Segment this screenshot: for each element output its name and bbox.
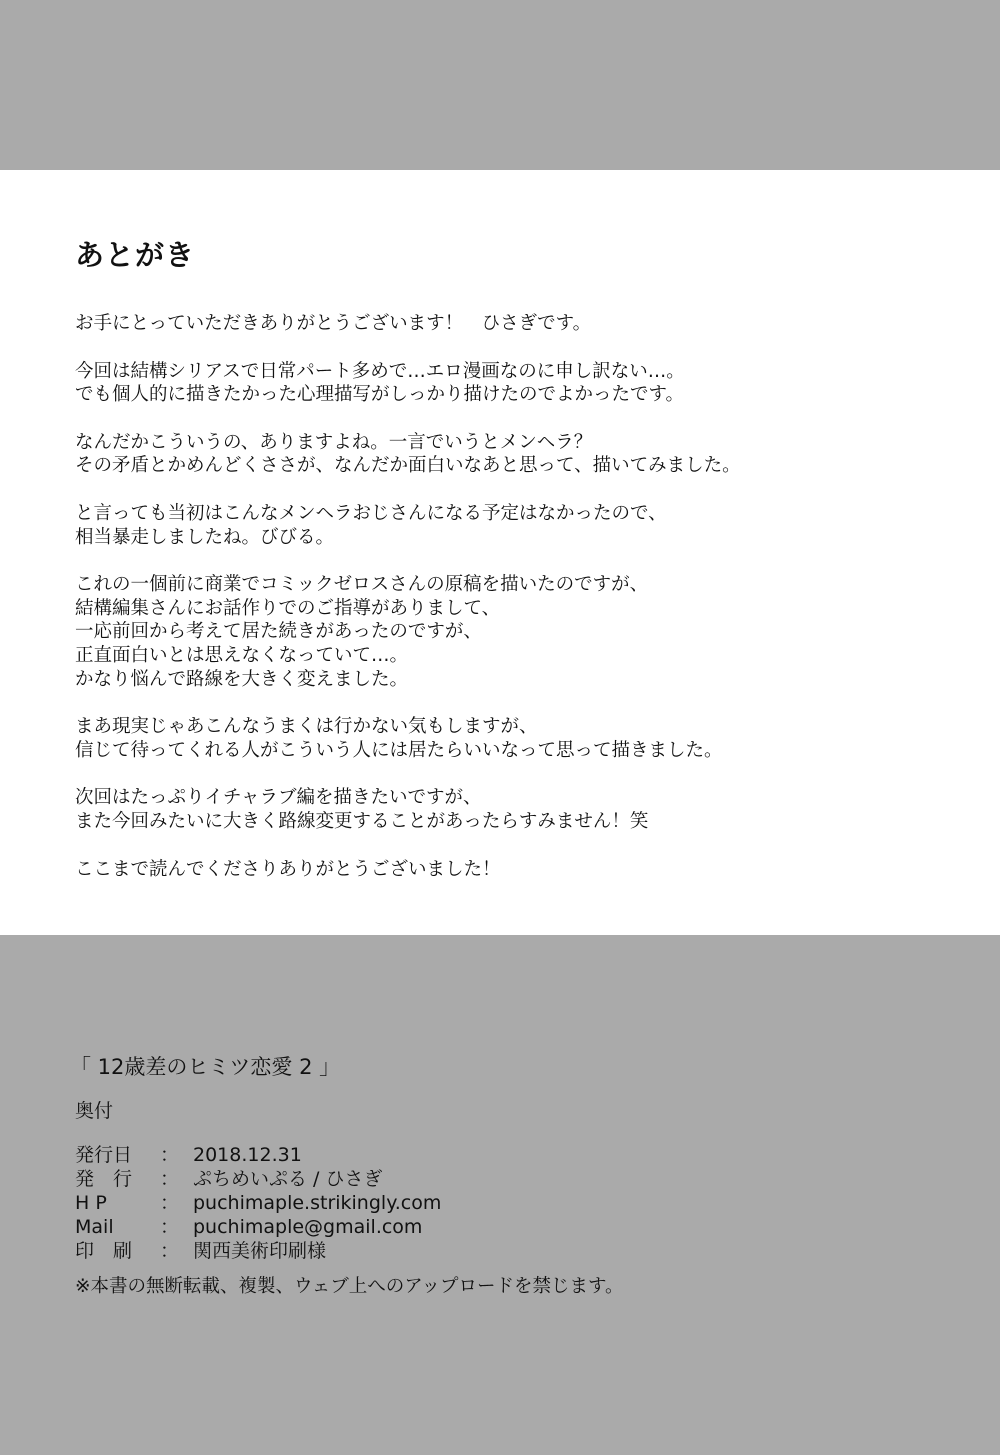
afterword-line: 今回は結構シリアスで日常パート多めで…エロ漫画なのに申し訳ない…。 bbox=[75, 360, 685, 382]
afterword-line: なんだかこういうの、ありますよね。一言でいうとメンヘラ？ bbox=[75, 431, 593, 453]
colophon-row-publisher bbox=[75, 1167, 441, 1191]
afterword-line: 相当暴走しましたね。びびる。 bbox=[75, 526, 335, 548]
afterword-line: かなり悩んで路線を大きく変えました。 bbox=[75, 668, 409, 690]
afterword-line: 正直面白いとは思えなくなっていて…。 bbox=[75, 644, 409, 666]
afterword-heading: あとがき bbox=[75, 238, 196, 272]
colophon-row-mail bbox=[75, 1215, 441, 1239]
afterword-paragraph bbox=[75, 858, 955, 882]
colophon-value: 関西美術印刷様 bbox=[193, 1240, 327, 1262]
afterword-body bbox=[75, 312, 955, 905]
top-gray-band bbox=[0, 0, 1000, 170]
colophon-separator: ： bbox=[160, 1144, 180, 1166]
afterword-paragraph bbox=[75, 431, 955, 478]
colophon-label: Mail bbox=[75, 1216, 114, 1238]
afterword-line: でも個人的に描きたかった心理描写がしっかり描けたのでよかったです。 bbox=[75, 384, 685, 406]
colophon-row-printer bbox=[75, 1239, 441, 1263]
colophon-label: 発 行 bbox=[75, 1168, 133, 1190]
afterword-paragraph bbox=[75, 360, 955, 407]
afterword-line: 一応前回から考えて居た続きがあったのですが、 bbox=[75, 621, 482, 643]
afterword-line: と言っても当初はこんなメンヘラおじさんになる予定はなかったので、 bbox=[75, 502, 667, 524]
afterword-paragraph bbox=[75, 715, 955, 762]
colophon-value: ぷちめいぷる / ひさぎ bbox=[193, 1168, 383, 1190]
afterword-line: お手にとっていただきありがとうございます！ ひさぎです。 bbox=[75, 313, 592, 334]
colophon-heading: 奥付 bbox=[75, 1100, 114, 1122]
afterword-line: また今回みたいに大きく路線変更することがあったらすみません！笑 bbox=[75, 810, 649, 832]
afterword-line: 信じて待ってくれる人がこういう人には居たらいいなって思って描きました。 bbox=[75, 739, 723, 761]
afterword-paragraph bbox=[75, 312, 955, 336]
afterword-line: これの一個前に商業でコミックゼロスさんの原稿を描いたのですが、 bbox=[75, 574, 649, 596]
colophon-separator: ： bbox=[160, 1192, 180, 1214]
colophon-separator: ： bbox=[160, 1216, 180, 1238]
afterword-line: まあ現実じゃあこんなうまくは行かない気もしますが、 bbox=[75, 716, 538, 738]
colophon-label: 発行日 bbox=[75, 1144, 133, 1166]
afterword-line: 結構編集さんにお話作りでのご指導がありまして、 bbox=[75, 597, 501, 619]
afterword-paragraph bbox=[75, 573, 955, 691]
colophon-separator: ： bbox=[160, 1240, 180, 1262]
afterword-line: 次回はたっぷりイチャラブ編を描きたいですが、 bbox=[75, 787, 482, 809]
colophon-value: puchimaple@gmail.com bbox=[193, 1216, 423, 1238]
book-title: 「 12歳差のヒミツ恋愛 2 」 bbox=[70, 1055, 341, 1079]
colophon-label: 印 刷 bbox=[75, 1240, 133, 1262]
copyright-notice: ※本書の無断転載、複製、ウェブ上へのアップロードを禁じます。 bbox=[75, 1276, 624, 1297]
colophon-row-date bbox=[75, 1143, 441, 1167]
afterword-paragraph bbox=[75, 502, 955, 549]
afterword-line: ここまで読んでくださりありがとうございました！ bbox=[75, 858, 501, 880]
colophon-separator: ： bbox=[160, 1168, 180, 1190]
afterword-line: その矛盾とかめんどくささが、なんだか面白いなあと思って、描いてみました。 bbox=[75, 455, 741, 477]
afterword-paragraph bbox=[75, 786, 955, 833]
colophon-row-homepage bbox=[75, 1191, 441, 1215]
colophon-value: 2018.12.31 bbox=[193, 1144, 302, 1166]
colophon-value: puchimaple.strikingly.com bbox=[193, 1192, 442, 1214]
colophon-table bbox=[75, 1143, 441, 1263]
colophon-label: H P bbox=[75, 1192, 107, 1214]
